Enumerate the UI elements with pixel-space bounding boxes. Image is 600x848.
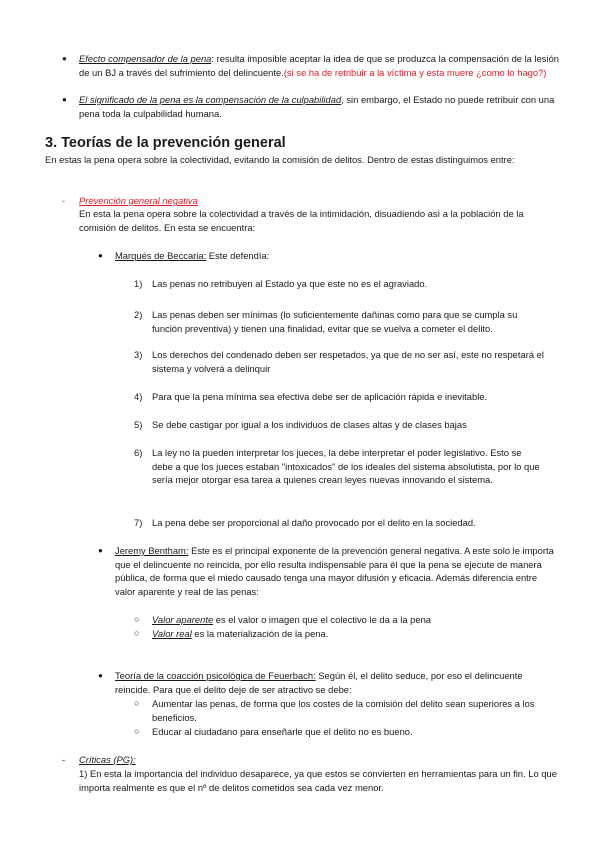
section-heading: 3. Teorías de la prevención general xyxy=(45,135,286,151)
feuerbach-sub-2: ○ Educar al ciudadano para enseñarle que el delito no es bueno. xyxy=(134,726,413,737)
subsection-criticas xyxy=(62,753,562,767)
subsection-title: Críticas (PG): xyxy=(79,754,136,765)
bullet-dot-icon: ● xyxy=(62,54,67,63)
beccaria-item-1: 1) Las penas no retribuyen al Estado ya que este no es el agraviado. xyxy=(134,278,428,289)
term-significado-pena: El significado de la pena es la compensación de la culpabilidad xyxy=(79,94,342,105)
author-name: Marqués de Beccaria: xyxy=(115,250,207,261)
circle-bullet-icon: ○ xyxy=(134,614,140,624)
bullet-efecto-compensador: ● Efecto compensador de la pena: resulta imposible aceptar la idea de que se produzca la compensación de la lesión de un BJ a través del sufrimiento del delincuente.(si se ha de retribuir a la víctima y esta muere ¿como lo hago?) xyxy=(62,53,559,78)
author-name: Jeremy Bentham: xyxy=(115,545,189,556)
bullet-significado-pena: ● El significado de la pena es la compensación de la culpabilidad, sin embargo, el Estado no puede retribuir con una pena toda la culpabilidad humana. xyxy=(62,94,555,119)
bullet-beccaria: ● Marqués de Beccaria: Este defendía: xyxy=(98,250,270,261)
dash-marker: - xyxy=(62,195,66,206)
circle-bullet-icon: ○ xyxy=(134,698,140,708)
criticas-item-1: 1) En esta la importancia del individuo desaparece, ya que estos se convierten en herramientas para un fin. Lo que importa realmente es que el nº de delitos cometidos sea cada vez menor. xyxy=(79,768,557,793)
beccaria-item-4: 4) Para que la pena mínima sea efectiva debe ser de aplicación rápida e inevitable. xyxy=(134,391,488,402)
section-intro: En estas la pena opera sobre la colectividad, evitando la comisión de delitos. Dentro de estas distinguimos entre: xyxy=(45,154,515,165)
section-heading-block xyxy=(45,134,565,167)
student-question: (si se ha de retribuir a la víctima y esta muere ¿como lo hago?) xyxy=(283,66,547,78)
dash-marker: - xyxy=(62,754,66,765)
pgn-intro: En esta la pena opera sobre la colectividad a través de la intimidación, disuadiendo así a la población de la comisión de delitos. En esta se encuentra: xyxy=(79,208,524,233)
bentham-sub-1: ○ Valor aparente es el valor o imagen que el colectivo le da a la pena xyxy=(134,614,432,625)
bullet-dot-icon: ● xyxy=(98,251,103,260)
term-efecto-compensador: Efecto compensador de la pena xyxy=(79,53,212,64)
subsection-pgn xyxy=(62,194,562,208)
bullet-dot-icon: ● xyxy=(98,671,103,680)
circle-bullet-icon: ○ xyxy=(134,726,140,736)
beccaria-item-6: 6) La ley no la pueden interpretar los jueces, la debe interpretar el poder legislativo. Esto se debe a que los jueces estaban "intoxicados" de los ideales del sistema absolutista, por lo que sería mejor otorgar esa tarea a quienes crean leyes nuevas innovando el sistema. xyxy=(134,447,540,485)
feuerbach-sub-1: ○ Aumentar las penas, de forma que los costes de la comisión del delito sean superiores a los beneficios. xyxy=(134,698,535,723)
beccaria-item-3: 3) Los derechos del condenado deben ser respetados, ya que de no ser así, este no respetará el sistema y volverá a delinquir xyxy=(134,349,544,374)
beccaria-item-7: 7) La pena debe ser proporcional al daño provocado por el delito en la sociedad. xyxy=(134,517,476,528)
bullet-bentham: ● Jeremy Bentham: Este es el principal exponente de la prevención general negativa. A este solo le importa que el delincuente no reincida, por ello resulta indispensable para él que la pena se ejecute de manera pública, de forma que el miedo causado tenga una mayor difusión y eficacia. Además diferencia entre valor aparente y real de las penas: xyxy=(98,545,554,597)
theory-name: Teoría de la coacción psicológica de Feuerbach: xyxy=(115,670,316,681)
bentham-sub-2: ○ Valor real es la materialización de la pena. xyxy=(134,628,329,639)
beccaria-item-2: 2) Las penas deben ser mínimas (lo suficientemente dañinas como para que se cumpla su función preventiva) y tienen una finalidad, evitar que se vuelva a cometer el delito. xyxy=(134,309,518,334)
circle-bullet-icon: ○ xyxy=(134,628,140,638)
bullet-dot-icon: ● xyxy=(62,95,67,104)
subsection-title: Prevención general negativa xyxy=(79,195,198,206)
bullet-dot-icon: ● xyxy=(98,546,103,555)
bullet-feuerbach: ● Teoría de la coacción psicológica de Feuerbach: Según él, el delito seduce, por eso el delincuente reincide. Para que el delito deje de ser atractivo se debe: xyxy=(98,670,523,695)
beccaria-item-5: 5) Se debe castigar por igual a los individuos de clases altas y de clases bajas xyxy=(134,419,467,430)
